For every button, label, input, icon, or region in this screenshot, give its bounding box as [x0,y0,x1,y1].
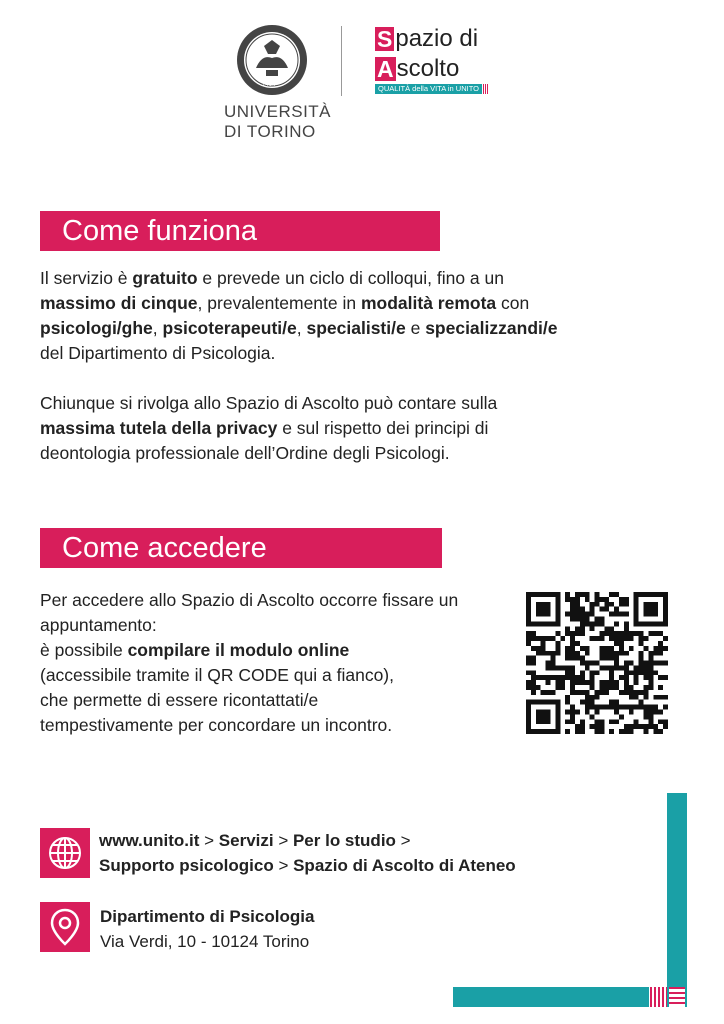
bold-text: compilare il modulo online [127,640,350,660]
bold-text: Servizi [218,831,274,850]
section2-paragraph: Per accedere allo Spazio di Ascolto occorre fissare un appuntamento: è possibile compilare il modulo online (accessibile tramite il QR CODE qui a fianco), che permette di essere ricontattati/e tempestivamente per concordare un incontro. [40,590,459,735]
decorative-crimson-lines [669,987,685,1007]
university-name-line1: UNIVERSITÀ [224,102,332,121]
university-name [224,102,332,142]
section1-paragraph2: Chiunque si rivolga allo Spazio di Ascolto può contare sulla massima tutela della privacy e sul rispetto dei principi di deontologia professionale dell’Ordine degli Psicologi. [40,393,498,463]
bold-text: Supporto psicologico [99,856,274,875]
website-path-line1[interactable]: www.unito.it > Servizi > Per lo studio > [99,831,411,850]
location-pin-icon [50,908,80,946]
address-block [100,904,500,954]
section1-paragraph1: Il servizio è gratuito e prevede un ciclo di colloqui, fino a un massimo di cinque, prevalentemente in modalità remota con psicologi/ghe, psicoterapeuti/e, specialisti/e e specializzandi/e del Dipartimento di Psicologia. [40,268,558,363]
address-line: Via Verdi, 10 - 10124 Torino [100,932,310,951]
logo-text-ascolto: scolto [396,55,460,82]
spazio-ascolto-logo [375,26,505,98]
qr-code[interactable] [526,592,668,734]
logo-stripes [483,84,489,94]
header-divider [341,26,342,96]
decorative-teal-horizontal-bar [453,987,649,1007]
bold-text: www.unito.it [99,831,200,850]
bold-text: Per lo studio [292,831,396,850]
bold-text: modalità remota [360,293,497,313]
bold-text: massimo di cinque [40,293,198,313]
globe-icon [47,835,83,871]
decorative-teal-vertical-bar [667,793,687,1007]
bold-text: psicoterapeuti/e [162,318,297,338]
logo-text-spazio: pazio di [395,25,479,52]
logo-letter-a: A [377,56,394,82]
address-title: Dipartimento di Psicologia [100,907,315,926]
globe-icon-box [40,828,90,878]
location-icon-box [40,902,90,952]
logo-tagline: QUALITÀ della VITA in UNITO [375,84,482,94]
bold-text: massima tutela della privacy [40,418,278,438]
bold-text: specializzandi/e [425,318,558,338]
section-heading-come-accedere: Come accedere [40,528,442,568]
section-heading-come-funziona: Come funziona [40,211,440,251]
website-path-line2[interactable]: Supporto psicologico > Spazio di Ascolto di Ateneo [99,856,516,875]
university-seal [236,24,308,96]
bold-text: Spazio di Ascolto di Ateneo [293,856,516,875]
bold-text: gratuito [132,268,198,288]
website-path[interactable] [99,828,599,878]
logo-letter-s: S [377,26,393,52]
decorative-crimson-stripes [650,987,667,1007]
seal-year: 1404 [262,82,276,88]
bold-text: specialisti/e [306,318,406,338]
bold-text: psicologi/ghe [40,318,153,338]
university-name-line2: DI TORINO [224,122,316,141]
